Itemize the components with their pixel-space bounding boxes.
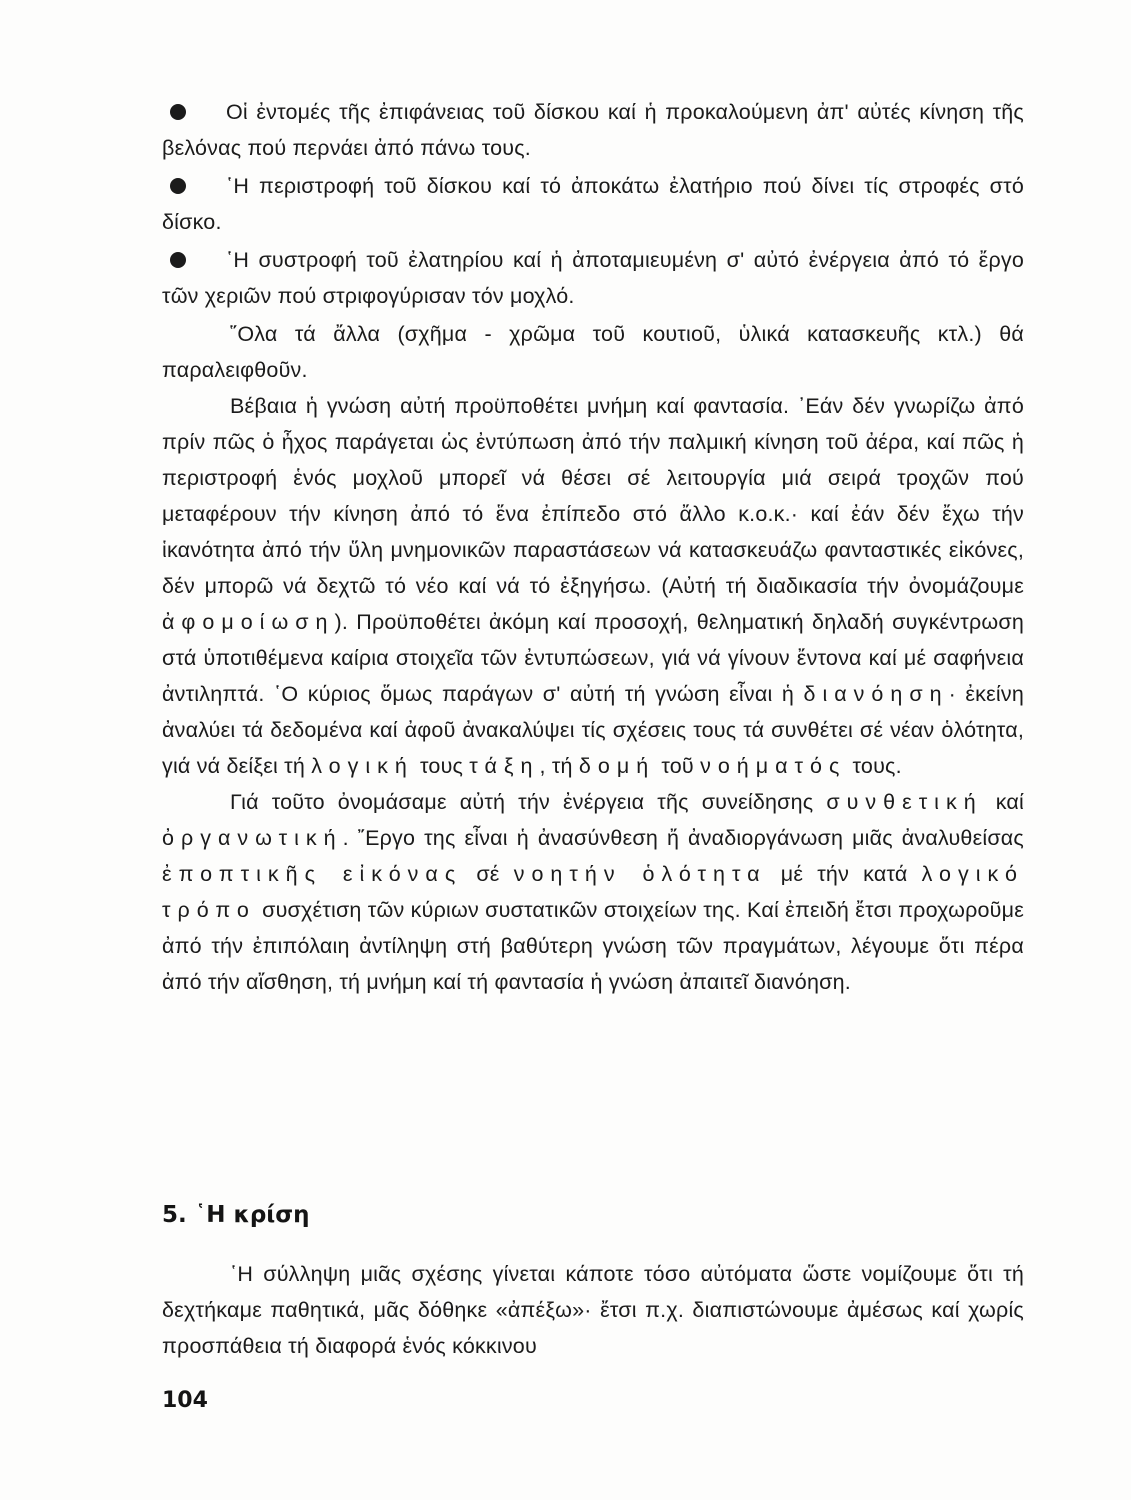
spaced-term: ἀφομοίωση <box>162 610 335 634</box>
bullet-text: ῾Η συστροφή τοῦ ἐλατηρίου καί ἡ ἀποταμιευμένη σ' αὐτό ἐνέργεια ἀπό τό ἔργο τῶν χεριῶν πού στριφογύρισαν τόν μοχλό. <box>162 248 1024 308</box>
section-text <box>162 1256 1024 1364</box>
spaced-term: διανόηση <box>803 682 949 706</box>
bullet-icon <box>170 252 186 268</box>
spaced-term: λογικό τρόπο <box>162 862 1024 922</box>
main-text <box>162 94 1024 1000</box>
paragraph-gia <box>162 784 1024 1000</box>
text-run: συσχέτιση τῶν κύριων συστατικῶν στοιχείων της. Καί ἐπειδή ἔτσι προχωροῦμε ἀπό τήν ἐπιπόλαιη ἀντίληψη στή βαθύτερη γνώση τῶν πραγμάτων, λέγουμε ὅτι πέρα ἀπό τήν αἴσθηση, τή μνήμη καί τή φαντασία ἡ γνώση ἀπαιτεῖ διανόηση. <box>162 898 1024 994</box>
text-run: Βέβαια ἡ γνώση αὐτή προϋποθέτει μνήμη καί φαντασία. ᾽Εάν δέν γνωρίζω ἀπό πρίν πῶς ὁ ἦχος παράγεται ὡς ἐντύπωση ἀπό τήν παλμική κίνηση τοῦ ἀέρα, καί πῶς ἡ περιστροφή ἑνός μοχλοῦ μπορεῖ νά θέσει σέ λειτουργία μιά σειρά τροχῶν πού μεταφέρουν τήν κίνηση ἀπό τό ἕνα ἐπίπεδο στό ἄλλο κ.ο.κ.· καί ἐάν δέν ἔχω τήν ἱκανότητα ἀπό τήν ὕλη μνημονικῶν παραστάσεων νά κατασκευάζω φανταστικές εἰκόνες, δέν μπορῶ νά δεχτῶ τό νέο καί νά τό ἐξηγήσω. (Αὐτή τή διαδικασία τήν ὀνομάζουμε <box>162 394 1024 598</box>
section-heading: 5. ῾Η κρίση <box>162 1202 310 1228</box>
text-run: , τή <box>539 754 573 778</box>
text-run: τοῦ <box>661 754 694 778</box>
text-run: τους <box>420 754 464 778</box>
page-number: 104 <box>162 1388 208 1413</box>
paragraph-vevaia <box>162 388 1024 784</box>
bullet-icon <box>170 178 186 194</box>
bullet-icon <box>170 104 186 120</box>
text-run: Γιά τοῦτο ὀνομάσαμε αὐτή τήν ἐνέργεια τῆς συνείδησης <box>230 790 814 814</box>
text-run: . ῎Εργο της εἶναι ἡ ἀνασύνθεση ἤ ἀναδιοργάνωση μιᾶς ἀναλυθείσας <box>342 826 1024 850</box>
spaced-term: ὀργανωτική <box>162 826 343 850</box>
paragraph-ola: ῞Ολα τά ἄλλα (σχῆμα - χρῶμα τοῦ κουτιοῦ, ὑλικά κατασκευῆς κτλ.) θά παραλειφθοῦν. <box>162 322 1024 382</box>
bullet-text: ῾Η περιστροφή τοῦ δίσκου καί τό ἀποκάτω ἐλατήριο πού δίνει τίς στροφές στό δίσκο. <box>162 174 1024 234</box>
paragraph-syllipsi: ῾Η σύλληψη μιᾶς σχέσης γίνεται κάποτε τόσο αὐτόματα ὥστε νομίζουμε ὅτι τή δεχτήκαμε παθητικά, μᾶς δόθηκε «ἀπέξω»· ἔτσι π.χ. διαπιστώνουμε ἀμέσως καί χωρίς προσπάθεια τή διαφορά ἑνός κόκκινου <box>162 1262 1024 1358</box>
text-run: τους. <box>852 754 902 778</box>
bullet-item <box>162 242 1024 314</box>
spaced-term: συνθετική <box>826 790 983 814</box>
spaced-term: τάξη <box>469 754 540 778</box>
text-run: · ἐκείνη ἀναλύει τά δεδομένα καί ἀφοῦ ἀνακαλύψει τίς σχέσεις τους τά συνθέτει σέ νέαν ὁλότητα, γιά νά δείξει τή <box>162 682 1024 778</box>
text-run: καί <box>995 790 1024 814</box>
spaced-term: δομή <box>578 754 656 778</box>
spaced-term: ἐποπτικῆς εἰκόνας <box>162 862 463 886</box>
bullet-item <box>162 94 1024 166</box>
text-run: σέ <box>476 862 500 886</box>
bullet-text: Οἱ ἐντομές τῆς ἐπιφάνειας τοῦ δίσκου καί ἡ προκαλούμενη ἀπ' αὐτές κίνηση τῆς βελόνας πού περνάει ἀπό πάνω τους. <box>162 100 1024 160</box>
text-run: μέ τήν κατά <box>780 862 908 886</box>
spaced-term: νοήματός <box>700 754 847 778</box>
spaced-term: νοητήν ὁλότητα <box>513 862 767 886</box>
bullet-item <box>162 168 1024 240</box>
text-run: ). Προϋποθέτει ἀκόμη καί προσοχή, θεληματική δηλαδή συγκέντρωση στά ὑποτιθέμενα καίρια στοιχεῖα τῶν ἐντυπώσεων, γιά νά γίνουν ἔντονα καί μέ σαφήνεια ἀντιληπτά. ῾Ο κύριος ὅμως παράγων σ' αὐτή τή γνώση εἶναι ἡ <box>162 610 1024 706</box>
spaced-term: λογική <box>311 754 414 778</box>
